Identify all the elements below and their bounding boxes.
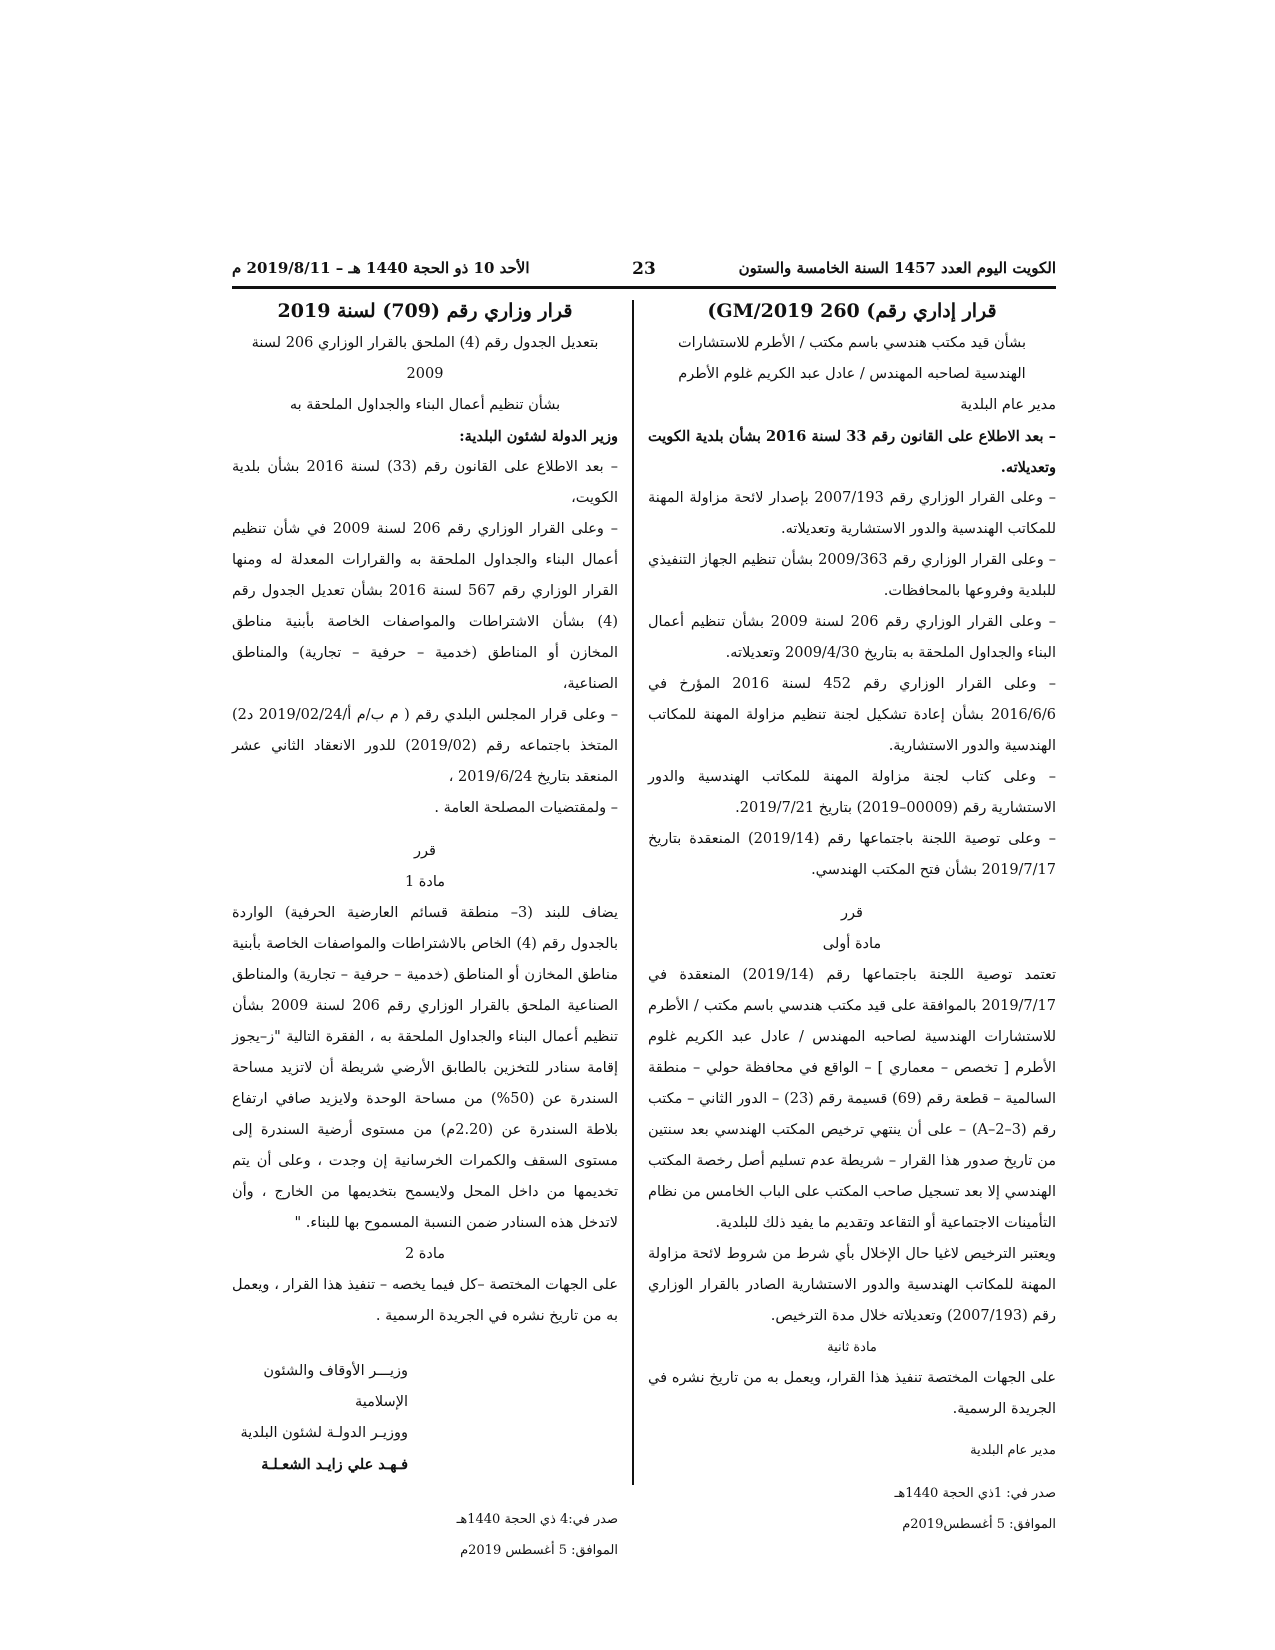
decided-heading: قرر [414, 843, 436, 859]
signature: مدير عام البلدية [970, 1443, 1056, 1458]
recital: – بعد الاطلاع على القانون رقم (33) لسنة 2016 بشأن بلدية الكويت، [232, 459, 618, 506]
column-divider [632, 300, 634, 1485]
recital: – وعلى توصية اللجنة باجتماعها رقم (2019/14) المنعقدة بتاريخ 2019/7/17 بشأن فتح المكتب الهندسي. [648, 831, 1056, 878]
recital: – بعد الاطلاع على القانون رقم 33 لسنة 2016 بشأن بلدية الكويت وتعديلاته. [648, 428, 1056, 476]
issued-date: الموافق: 5 أغسطس 2019م [460, 1543, 618, 1558]
recital: – وعلى القرار الوزاري رقم 452 لسنة 2016 المؤرخ في 2016/6/6 بشأن إعادة تشكيل لجنة تنظيم مزاولة المهنة للمكاتب الهندسية والدور الاستشارية. [648, 676, 1056, 754]
header-date: الأحد 10 ذو الحجة 1440 هـ – 2019/8/11 م [232, 259, 530, 277]
recital: – وعلى كتاب لجنة مزاولة المهنة للمكاتب الهندسية والدور الاستشارية رقم (00009–2019) بتاريخ 2019/7/21. [648, 769, 1056, 816]
article-text: على الجهات المختصة تنفيذ هذا القرار، ويعمل به من تاريخ نشره في الجريدة الرسمية. [648, 1370, 1056, 1417]
decree-subtitle: الهندسية لصاحبه المهندس / عادل عبد الكريم غلوم الأطرم [678, 366, 1026, 382]
page-number: 23 [632, 259, 656, 279]
recital: – وعلى القرار الوزاري رقم 206 لسنة 2009 في شأن تنظيم أعمال البناء والجداول الملحقة به والقرارات المعدلة له ومنها القرار الوزاري رقم 567 لسنة 2016 بشأن تعديل الجدول رقم (4) بشأن الاشتراطات والمواصفات الخاصة بأبنية مناطق المخازن أو المناطق (خدمية – حرفية – تجارية) والمناطق الصناعية، [232, 521, 619, 692]
issued-date: الموافق: 5 أغسطس2019م [902, 1517, 1056, 1532]
article-title: مادة 2 [404, 1246, 446, 1262]
decided-heading: قرر [841, 905, 863, 921]
left-column [232, 296, 618, 1566]
issuer: مدير عام البلدية [960, 397, 1056, 413]
article-title: مادة أولى [822, 936, 882, 952]
article-text: يضاف للبند (3– منطقة قسائم العارضية الحرفية) الواردة بالجدول رقم (4) الخاص بالاشتراطات والمواصفات الخاصة بأبنية مناطق المخازن أو المناطق (خدمية – حرفية – تجارية) والمناطق الصناعية الملحق بالقرار الوزاري رقم 206 لسنة 2009 بشأن تنظيم أعمال البناء والجداول الملحقة به ، الفقرة التالية "ز–يجوز إقامة سنادر للتخزين بالطابق الأرضي شريطة أن لاتزيد مساحة السندرة عن (50%) من مساحة الوحدة ولايزيد صافي ارتفاع بلاطة السندرة عن (2.20م) من مستوى أرضية السندرة إلى مستوى السقف والكمرات الخرسانية إن وجدت ، وعلى أن يتم تخديمها من داخل المحل ولايسمح بتخديمها من الخارج ، وأن لاتدخل هذه السنادر ضمن النسبة المسموح بها للبناء. " [232, 905, 619, 1231]
header-rule [232, 286, 1056, 289]
issuer: وزير الدولة لشئون البلدية: [459, 428, 618, 445]
signature-block [232, 1356, 618, 1480]
page-header [232, 259, 1056, 283]
issued-date: صدر في:4 ذي الحجة 1440هـ [456, 1512, 618, 1527]
decree-title: قرار وزاري رقم (709) لسنة 2019 [277, 300, 573, 322]
recital: – وعلى القرار الوزاري رقم 2009/363 بشأن تنظيم الجهاز التنفيذي للبلدية وفروعها بالمحافظات. [648, 552, 1056, 599]
decree-subtitle: بشأن تنظيم أعمال البناء والجداول الملحقة به [289, 397, 561, 413]
signature-line: وزيـــر الأوقاف والشئون الإسلامية [263, 1363, 408, 1410]
signature-name: فـهـد علي زايـد الشعـلـة [261, 1456, 408, 1473]
header-issue: الكويت اليوم العدد 1457 السنة الخامسة والستون [738, 259, 1056, 277]
issued-date: صدر في: 1ذي الحجة 1440هـ [894, 1486, 1056, 1501]
decree-title: قرار إداري رقم) 260 2019/GM) [707, 300, 997, 322]
article-title: مادة 1 [404, 874, 446, 890]
decree-subtitle: بتعديل الجدول رقم (4) الملحق بالقرار الوزاري 206 لسنة 2009 [251, 335, 599, 382]
signature-line: ووزيـر الدولـة لشئون البلدية [240, 1425, 408, 1441]
recital: – وعلى قرار المجلس البلدي رقم ( م ب/م أ/2019/02/24 د2) المتخذ باجتماعه رقم (2019/02) للدور الانعقاد الثاني عشر المنعقد بتاريخ 2019/6/24 ، [232, 707, 619, 785]
recital: – وعلى القرار الوزاري رقم 206 لسنة 2009 بشأن تنظيم أعمال البناء والجداول الملحقة به بتاريخ 2009/4/30 وتعديلاته. [648, 614, 1056, 661]
article-text: تعتمد توصية اللجنة باجتماعها رقم (2019/14) المنعقدة في 2019/7/17 بالموافقة على قيد مكتب هندسي باسم مكتب / الأطرم للاستشارات الهندسية لصاحبه المهندس / عادل عبد الكريم غلوم الأطرم [ تخصص – معماري ] – الواقع في محافظة حولي – منطقة السالمية – قطعة رقم (69) قسيمة رقم (23) – الدور الثاني – مكتب رقم (3–2–A) – على أن ينتهي ترخيص المكتب الهندسي بعد سنتين من تاريخ صدور هذا القرار – شريطة عدم تسليم أصل رخصة المكتب الهندسي إلا بعد تسجيل صاحب المكتب على الباب الخامس من نظام التأمينات الاجتماعية أو التقاعد وتقديم ما يفيد ذلك للبلدية. [648, 967, 1057, 1231]
article-text: ويعتبر الترخيص لاغيا حال الإخلال بأي شرط من شروط لائحة مزاولة المهنة للمكاتب الهندسية والدور الاستشارية الصادر بالقرار الوزاري رقم (2007/193) وتعديلاته خلال مدة الترخيص. [648, 1246, 1056, 1324]
right-column [648, 296, 1056, 1540]
decree-subtitle: بشأن قيد مكتب هندسي باسم مكتب / الأطرم للاستشارات [677, 335, 1027, 351]
recital: – ولمقتضيات المصلحة العامة . [434, 800, 618, 816]
article-title: مادة ثانية [827, 1340, 877, 1355]
recital: – وعلى القرار الوزاري رقم 2007/193 بإصدار لائحة مزاولة المهنة للمكاتب الهندسية والدور الاستشارية وتعديلاته. [648, 490, 1056, 537]
article-text: على الجهات المختصة –كل فيما يخصه – تنفيذ هذا القرار ، ويعمل به من تاريخ نشره في الجريدة الرسمية . [232, 1277, 618, 1324]
